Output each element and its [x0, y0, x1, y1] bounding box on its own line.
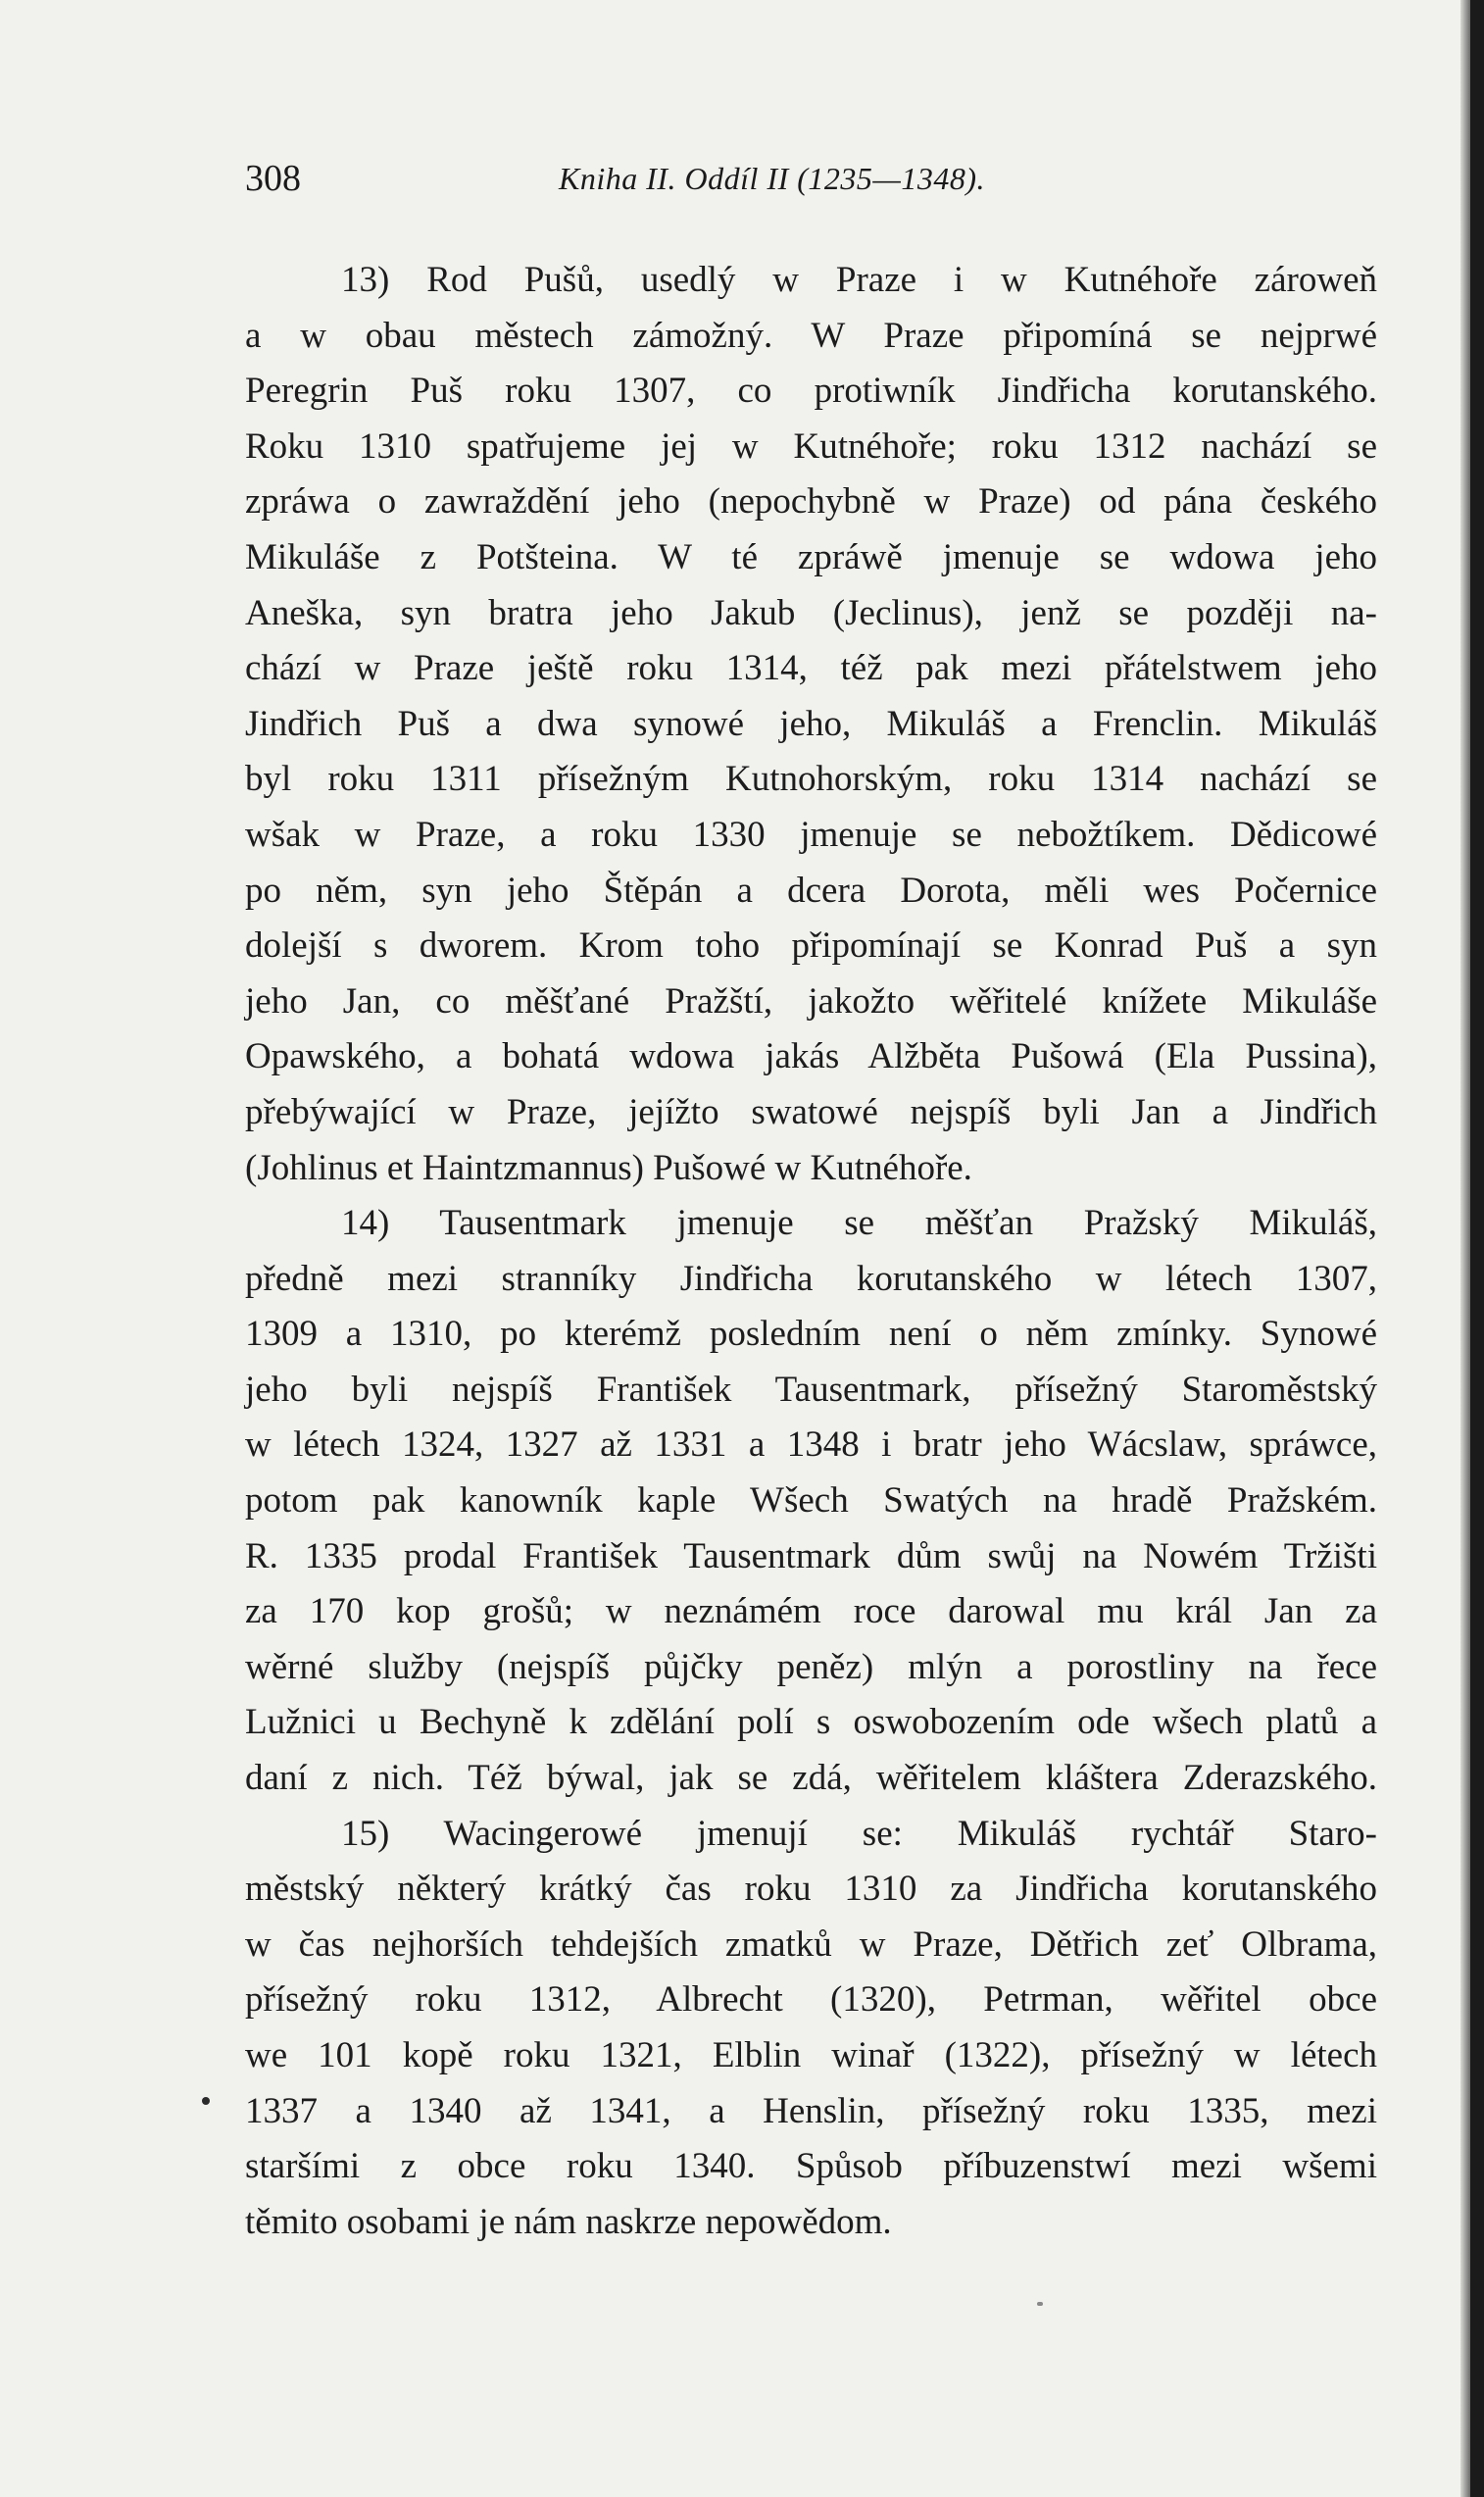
text-line: po něm, syn jeho Štěpán a dcera Dorota, měli wes Počernice: [245, 870, 1377, 911]
text-line: předně mezi stranníky Jindřicha korutanského w létech 1307,: [245, 1258, 1377, 1299]
text-line: Jindřich Puš a dwa synowé jeho, Mikuláš a Frenclin. Mikuláš: [245, 703, 1377, 744]
text-line: we 101 kopě roku 1321, Elblin winař (1322), přísežný w létech: [245, 2035, 1377, 2075]
page-number: 308: [245, 158, 301, 199]
body-text: [245, 253, 1377, 2250]
text-line: 14) Tausentmark jmenuje se měšťan Pražský Mikuláš,: [341, 1203, 1377, 1244]
text-line: Roku 1310 spatřujeme jej w Kutnéhoře; roku 1312 nachází se: [245, 425, 1377, 467]
text-line: wěrné služby (nejspíš půjčky peněz) mlýn a porostliny na řece: [245, 1646, 1377, 1687]
text-line: za 170 kop grošů; w neznámém roce darowal mu král Jan za: [245, 1591, 1377, 1632]
text-line: Lužnici u Bechyně k zdělání polí s oswobozením ode wšech platů a: [245, 1702, 1377, 1743]
text-line: (Johlinus et Haintzmannus) Pušowé w Kutnéhoře.: [245, 1147, 972, 1188]
text-line: těmito osobami je nám naskrze nepowědom.: [245, 2201, 892, 2242]
margin-mark: [202, 2097, 210, 2105]
text-line: wšak w Praze, a roku 1330 jmenuje se nebožtíkem. Dědicowé: [245, 814, 1377, 855]
text-line: staršími z obce roku 1340. Spůsob příbuzenstwí mezi wšemi: [245, 2146, 1377, 2187]
text-line: R. 1335 prodal František Tausentmark dům swůj na Nowém Tržišti: [245, 1535, 1377, 1576]
text-line: byl roku 1311 přísežným Kutnohorským, roku 1314 nachází se: [245, 759, 1377, 800]
text-line: dolejší s dworem. Krom toho připomínají se Konrad Puš a syn: [245, 925, 1377, 967]
text-line: 13) Rod Pušů, usedlý w Praze i w Kutnéhoře zároweň: [341, 260, 1377, 300]
text-line: přísežný roku 1312, Albrecht (1320), Petrman, wěřitel obce: [245, 1979, 1377, 2021]
text-line: městský některý krátký čas roku 1310 za Jindřicha korutanského: [245, 1869, 1377, 1910]
text-line: w čas nejhorších tehdejších zmatků w Praze, Dětřich zeť Olbrama,: [245, 1923, 1377, 1965]
text-line: přebýwající w Praze, jejížto swatowé nejspíš byli Jan a Jindřich: [245, 1091, 1377, 1132]
text-line: Peregrin Puš roku 1307, co protiwník Jindřicha korutanského.: [245, 371, 1377, 412]
text-line: daní z nich. Též býwal, jak se zdá, wěřitelem kláštera Zderazského.: [245, 1758, 1377, 1799]
text-line: Opawského, a bohatá wdowa jakás Alžběta Pušowá (Ela Pussina),: [245, 1036, 1377, 1077]
text-line: potom pak kanowník kaple Wšech Swatých na hradě Pražském.: [245, 1480, 1377, 1522]
text-line: zpráwa o zawraždění jeho (nepochybně w Praze) od pána českého: [245, 481, 1377, 523]
paper-speck: [1037, 2302, 1043, 2306]
text-line: jeho byli nejspíš František Tausentmark, přísežný Staroměstský: [245, 1369, 1377, 1410]
text-line: 1337 a 1340 až 1341, a Henslin, přísežný roku 1335, mezi: [245, 2090, 1377, 2131]
text-line: jeho Jan, co měšťané Pražští, jakožto wěřitelé knížete Mikuláše: [245, 980, 1377, 1022]
text-line: a w obau městech zámožný. W Praze připomíná se nejprwé: [245, 315, 1377, 356]
text-line: chází w Praze ještě roku 1314, též pak mezi přátelstwem jeho: [245, 648, 1377, 689]
text-line: 15) Wacingerowé jmenují se: Mikuláš rychtář Staro-: [341, 1813, 1377, 1854]
page-edge-shadow: [1460, 0, 1470, 2497]
text-line: 1309 a 1310, po kterémž posledním není o něm zmínky. Synowé: [245, 1314, 1377, 1355]
running-head: Kniha II. Oddíl II (1235—1348).: [559, 161, 986, 196]
text-line: w létech 1324, 1327 až 1331 a 1348 i bratr jeho Wácslaw, spráwce,: [245, 1424, 1377, 1466]
page-header: [245, 157, 1088, 216]
text-line: Mikuláše z Potšteina. W té zpráwě jmenuje se wdowa jeho: [245, 536, 1377, 577]
text-line: Aneška, syn bratra jeho Jakub (Jeclinus), jenž se později na-: [245, 592, 1377, 633]
